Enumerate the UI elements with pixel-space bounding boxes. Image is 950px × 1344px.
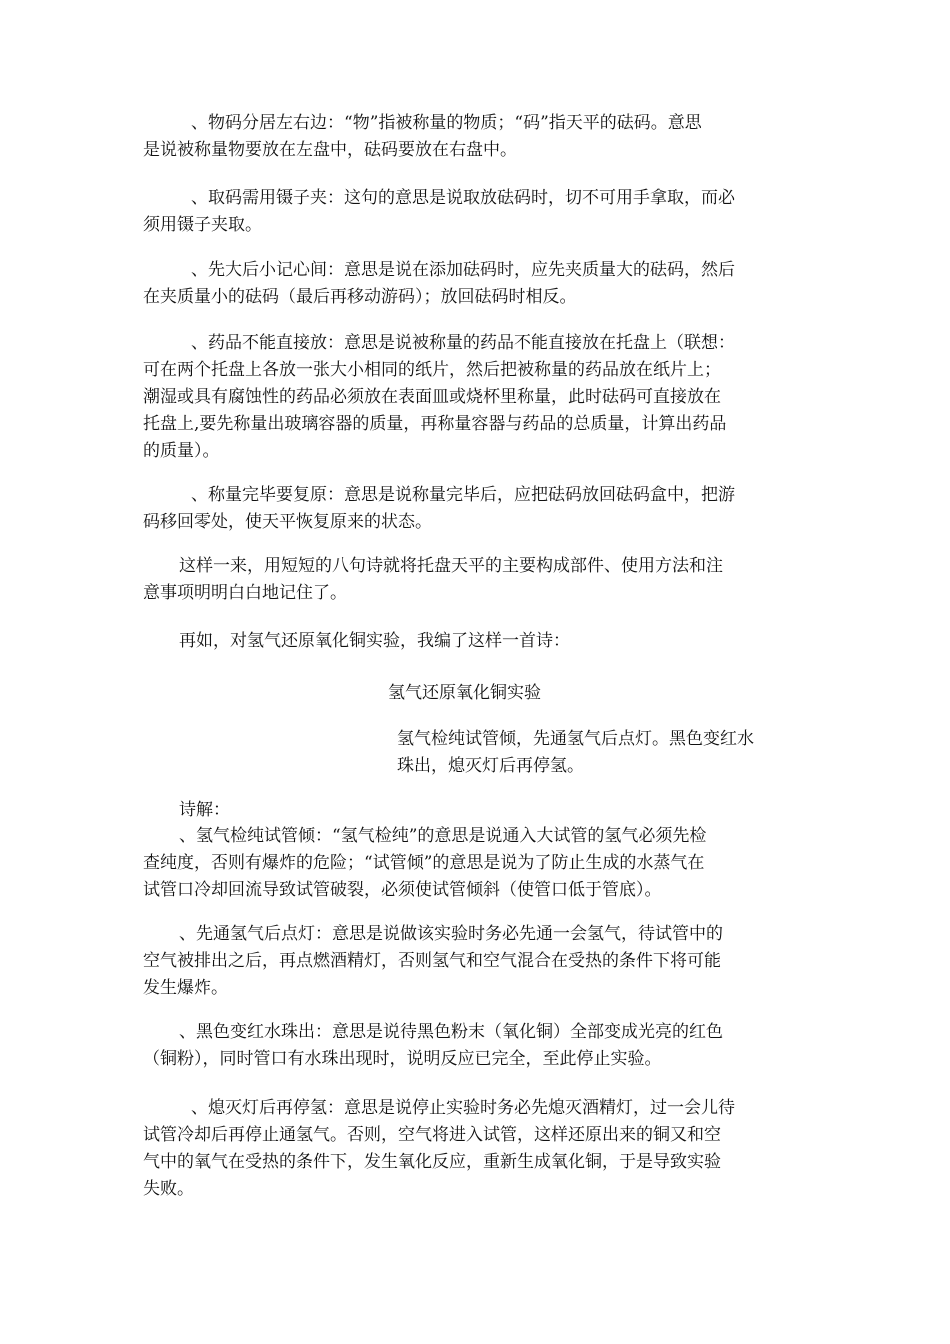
text-line: 试管口冷却回流导致试管破裂，必须使试管倾斜（使管口低于管底）。 [143,880,662,900]
paragraph-balance-rule-5 [143,482,813,536]
text-line: 、先大后小记心间：意思是说在添加砝码时，应先夹质量大的砝码，然后 [191,260,735,280]
text-line: 这样一来，用短短的八句诗就将托盘天平的主要构成部件、使用方法和注 [179,556,723,576]
paragraph-balance-rule-2 [143,185,813,239]
text-line: 试管冷却后再停止通氢气。否则，空气将进入试管，这样还原出来的铜又和空 [143,1125,721,1145]
paragraph-balance-rule-3 [143,257,813,311]
explanation-heading [143,797,813,824]
explanation-paragraph-3 [143,1019,813,1073]
text-line: 、氢气检纯试管倾：“氢气检纯”的意思是说通入大试管的氢气必须先检 [179,826,707,846]
poem-line: 珠出，熄灭灯后再停氢。 [397,756,584,776]
explanation-paragraph-2 [143,921,813,1002]
text-line: 、黑色变红水珠出：意思是说待黑色粉末（氧化铜）全部变成光亮的红色 [179,1022,723,1042]
paragraph-intro-poem [143,628,813,655]
explanation-paragraph-1 [143,823,813,904]
text-line: 空气被排出之后，再点燃酒精灯，否则氢气和空气混合在受热的条件下将可能 [143,951,721,971]
text-line: 须用镊子夹取。 [143,215,262,235]
text-line: 失败。 [143,1179,194,1199]
text-line: 在夹质量小的砝码（最后再移动游码）；放回砝码时相反。 [143,287,577,307]
text-line: 再如，对氢气还原氧化铜实验，我编了这样一首诗： [179,631,570,651]
text-line: 、物码分居左右边：“物”指被称量的物质；“码”指天平的砝码。意思 [191,113,702,133]
text-line: 托盘上,要先称量出玻璃容器的质量，再称量容器与药品的总质量，计算出药品 [143,414,727,434]
text-line: 查纯度，否则有爆炸的危险；“试管倾”的意思是说为了防止生成的水蒸气在 [143,853,705,873]
paragraph-balance-rule-1 [143,110,813,164]
text-line: 、取码需用镊子夹：这句的意思是说取放砝码时，切不可用手拿取，而必 [191,188,735,208]
text-line: 可在两个托盘上各放一张大小相同的纸片，然后把被称量的药品放在纸片上； [143,360,721,380]
paragraph-summary [143,553,813,607]
text-line: 、先通氢气后点灯：意思是说做该实验时务必先通一会氢气，待试管中的 [179,924,723,944]
paragraph-balance-rule-4 [143,330,813,465]
text-line: 潮湿或具有腐蚀性的药品必须放在表面皿或烧杯里称量，此时砝码可直接放在 [143,387,721,407]
text-line: 意事项明明白白地记住了。 [143,583,347,603]
explanation-paragraph-4 [143,1095,813,1203]
text-line: 气中的氧气在受热的条件下，发生氧化反应，重新生成氧化铜，于是导致实验 [143,1152,721,1172]
text-line: 发生爆炸。 [143,978,228,998]
heading-text: 诗解： [179,800,230,820]
text-line: 、熄灭灯后再停氢：意思是说停止实验时务必先熄灭酒精灯，过一会儿待 [191,1098,735,1118]
poem-body [397,726,817,780]
text-line: 是说被称量物要放在左盘中，砝码要放在右盘中。 [143,140,517,160]
text-line: （铜粉），同时管口有水珠出现时，说明反应已完全，至此停止实验。 [143,1049,662,1069]
poem-title: 氢气还原氧化铜实验 [388,683,541,703]
text-line: 码移回零处，使天平恢复原来的状态。 [143,512,432,532]
text-line: 的质量）。 [143,441,220,461]
text-line: 、称量完毕要复原：意思是说称量完毕后，应把砝码放回砝码盒中，把游 [191,485,735,505]
poem-line: 氢气检纯试管倾，先通氢气后点灯。黑色变红水 [397,729,754,749]
text-line: 、药品不能直接放：意思是说被称量的药品不能直接放在托盘上（联想： [191,333,735,353]
